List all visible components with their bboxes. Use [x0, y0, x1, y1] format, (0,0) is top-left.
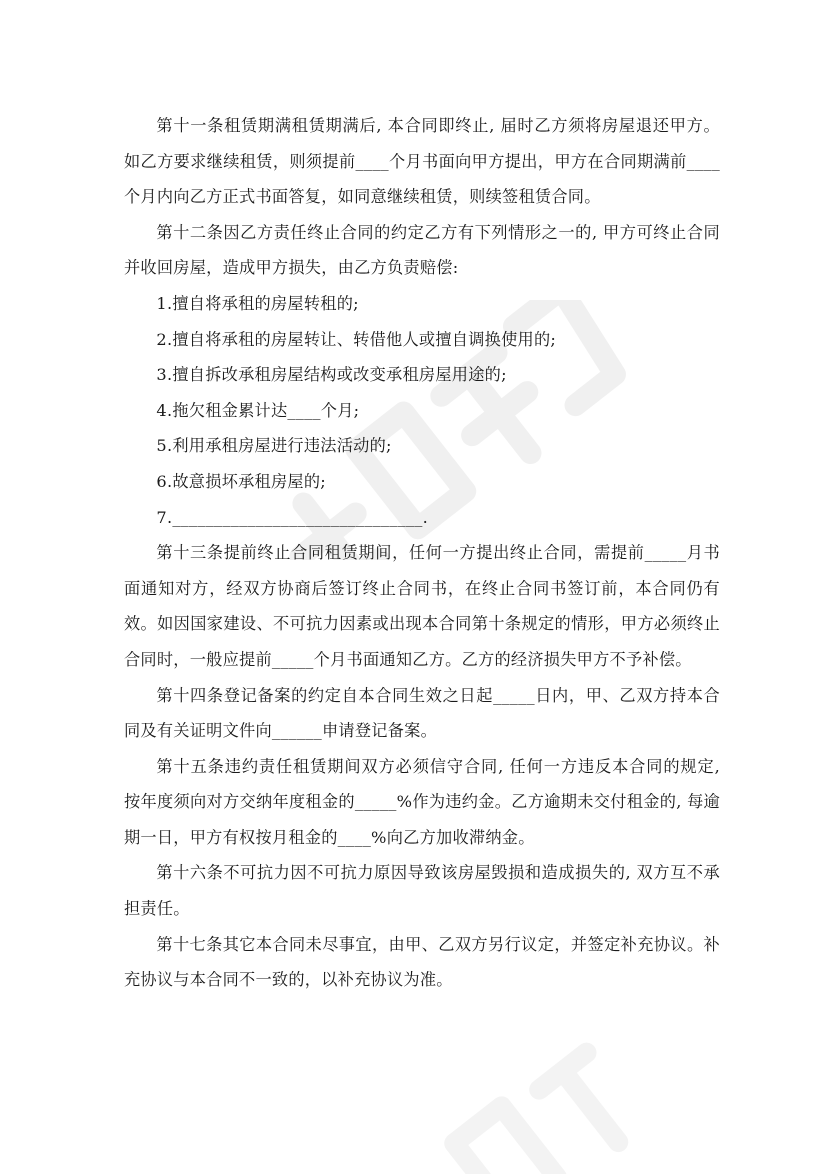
- clause-12-item-6: 6.故意损坏承租房屋的;: [156, 471, 326, 491]
- clause-13-paragraph: 第十三条提前终止合同租赁期间，任何一方提出终止合同，需提前_____月书面通知对方，经双方协商后签订终止合同书，在终止合同书签订前，本合同仍有效。如因国家建设、不可抗力因素或出现本合同第十条规定的情形，甲方必须终止合同时，一般应提前_____个月书面通知乙方。乙方的经济损失甲方不予补偿。: [124, 543, 720, 669]
- clause-12-item-5: 5.利用承租房屋进行违法活动的;: [156, 436, 392, 456]
- clause-12-item-4: 4.拖欠租金累计达____个月;: [156, 400, 360, 420]
- clause-12-item-1: 1.擅自将承租的房屋转租的;: [156, 293, 359, 313]
- watermark-logo-icon-lower: [300, 1030, 740, 1174]
- clause-14-paragraph: 第十四条登记备案的约定自本合同生效之日起_____日内，甲、乙双方持本合同及有关证明文件向______申请登记备案。: [124, 685, 720, 741]
- clause-11-paragraph: 第十一条租赁期满租赁期满后, 本合同即终止, 届时乙方须将房屋退还甲方。如乙方要求继续租赁，则须提前____个月书面向甲方提出，甲方在合同期满前____个月内向乙方正式书面答复，如同意继续租赁，则续签租赁合同。: [124, 116, 720, 207]
- clause-12-item-2: 2.擅自将承租的房屋转让、转借他人或擅自调换使用的;: [156, 329, 557, 349]
- clause-12-paragraph: 第十二条因乙方责任终止合同的约定乙方有下列情形之一的, 甲方可终止合同并收回房屋，造成甲方损失，由乙方负责赔偿:: [124, 222, 720, 278]
- clause-15-paragraph: 第十五条违约责任租赁期间双方必须信守合同, 任何一方违反本合同的规定, 按年度须向对方交纳年度租金的_____%作为违约金。乙方逾期未交付租金的, 每逾期一日，甲方有权按月租金的____%向乙方加收滞纳金。: [124, 756, 726, 847]
- document-body: [124, 108, 726, 998]
- clause-16-paragraph: 第十六条不可抗力因不可抗力原因导致该房屋毁损和造成损失的, 双方互不承担责任。: [124, 863, 720, 919]
- clause-12-item-7: 7.______________________________.: [156, 507, 429, 527]
- clause-12-item-3: 3.擅自拆改承租房屋结构或改变承租房屋用途的;: [156, 365, 507, 385]
- clause-17-paragraph: 第十七条其它本合同未尽事宜，由甲、乙双方另行议定，并签定补充协议。补充协议与本合同不一致的，以补充协议为准。: [124, 934, 720, 990]
